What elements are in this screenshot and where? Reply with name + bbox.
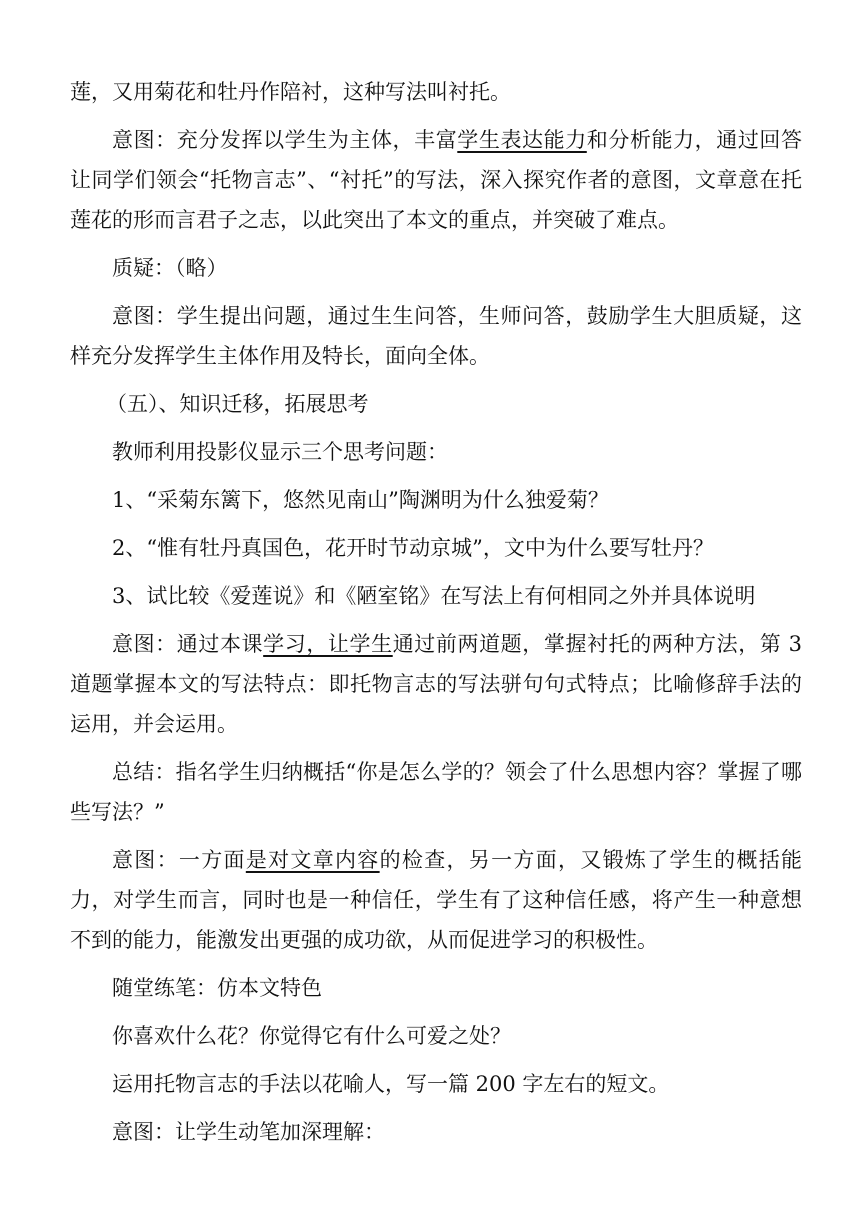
paragraph-summary: 总结：指名学生归纳概括“你是怎么学的？领会了什么思想内容？掌握了哪些写法？”	[70, 760, 802, 824]
underlined-text: 学生表达能力	[457, 128, 587, 152]
paragraph-questioning: 质疑：（略）	[112, 256, 228, 280]
text-segment: 意图：通过本课	[112, 632, 264, 656]
paragraph-intent-writing: 意图：让学生动笔加深理解：	[112, 1120, 385, 1144]
underlined-text: 学习，让学生	[263, 632, 393, 656]
paragraph-lotus-contrast: 莲，又用菊花和牡丹作陪衬，这种写法叫衬托。	[70, 80, 511, 104]
text-segment: 意图：一方面	[112, 848, 246, 872]
paragraph-intent-questioning: 意图：学生提出问题，通过生生问答，生师问答，鼓励学生大胆质疑，这样充分发挥学生主体作用及特长，面向全体。	[70, 304, 802, 368]
paragraph-writing-exercise: 随堂练笔：仿本文特色	[112, 976, 322, 1000]
text-segment: 和分析能力，通过回答让同学们领会“托物言志”、“衬托”的写法，深入探究作者的意图，文章意在托莲花的形而言君子之志，以此突出了本文的重点，并突破了难点。	[70, 128, 803, 232]
paragraph-favorite-flower: 你喜欢什么花？你觉得它有什么可爱之处？	[112, 1024, 511, 1048]
text-segment: 通过前两道题，掌握衬托的两种方法，第 3 道题掌握本文的写法特点：即托物言志的写法骈句句式特点；比喻修辞手法的运用，并会运用。	[70, 632, 803, 736]
paragraph-projector-questions: 教师利用投影仪显示三个思考问题：	[112, 440, 448, 464]
paragraph-writing-task: 运用托物言志的手法以花喻人，写一篇 200 字左右的短文。	[112, 1072, 670, 1096]
text-segment: 的检查，另一方面，又锻炼了学生的概括能力，对学生而言，同时也是一种信任，学生有了这种信任感，将产生一种意想不到的能力，能激发出更强的成功欲，从而促进学习的积极性。	[70, 848, 803, 952]
underlined-text: 是对文章内容	[245, 848, 380, 872]
question-item-2: 2、“惟有牡丹真国色，花开时节动京城”，文中为什么要写牡丹？	[112, 536, 714, 560]
document-page	[70, 72, 802, 1152]
question-item-1: 1、“采菊东篱下，悠然见南山”陶渊明为什么独爱菊？	[112, 488, 609, 512]
paragraph-intent-summary	[70, 840, 802, 960]
text-segment: 意图：充分发挥以学生为主体，丰富	[112, 128, 458, 152]
paragraph-intent-expression	[70, 120, 802, 240]
paragraph-intent-contrast	[70, 624, 802, 744]
question-item-3: 3、试比较《爱莲说》和《陋室铭》在写法上有何相同之外并具体说明	[112, 584, 756, 608]
section-heading-transfer: （五）、知识迁移，拓展思考	[106, 392, 369, 416]
